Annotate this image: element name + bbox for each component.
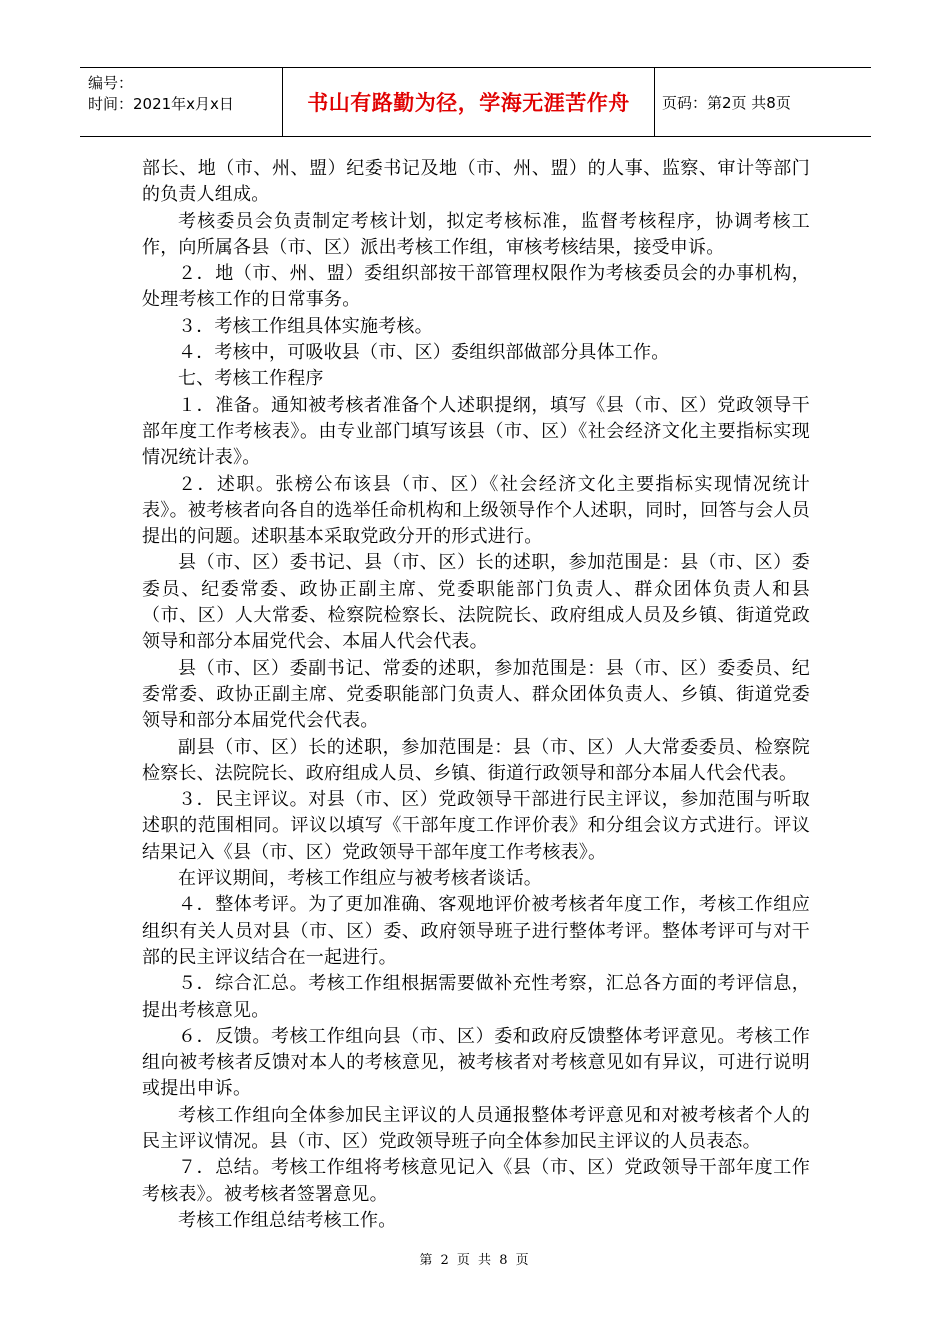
header-meta — [80, 68, 283, 136]
header-motto-cell — [283, 68, 655, 136]
paragraph: 县（市、区）委副书记、常委的述职，参加范围是：县（市、区）委委员、纪委常委、政协正副主席、党委职能部门负责人、群众团体负责人、乡镇、街道党委领导和部分本届党代会代表。 — [142, 657, 810, 732]
paragraph: ７．总结。考核工作组将考核意见记入《县（市、区）党政领导干部年度工作考核表》。被考核者签署意见。 — [142, 1157, 810, 1205]
page-header — [80, 67, 871, 137]
paragraph: １．准备。通知被考核者准备个人述职提纲，填写《县（市、区）党政领导干部年度工作考核表》。由专业部门填写该县（市、区）《社会经济文化主要指标实现情况统计表》。 — [142, 394, 810, 469]
paragraph: ６．反馈。考核工作组向县（市、区）委和政府反馈整体考评意见。考核工作组向被考核者反馈对本人的考核意见，被考核者对考核意见如有异议，可进行说明或提出申诉。 — [142, 1025, 810, 1100]
page-footer: 第 2 页 共 8 页 — [419, 1253, 531, 1268]
paragraph: ５．综合汇总。考核工作组根据需要做补充性考察，汇总各方面的考评信息，提出考核意见。 — [142, 973, 810, 1021]
paragraph: 县（市、区）委书记、县（市、区）长的述职，参加范围是：县（市、区）委委员、纪委常委、政协正副主席、党委职能部门负责人、群众团体负责人和县（市、区）人大常委、检察院检察长、法院院长、政府组成人员及乡镇、街道党政领导和部分本届党代会、本届人代会代表。 — [142, 552, 810, 653]
paragraph: ４．整体考评。为了更加准确、客观地评价被考核者年度工作，考核工作组应组织有关人员对县（市、区）委、政府领导班子进行整体考评。整体考评可与对干部的民主评议结合在一起进行。 — [142, 894, 810, 968]
header-motto: 书山有路勤为径，学海无涯苦作舟 — [307, 91, 630, 115]
paragraph: ２．地（市、州、盟）委组织部按干部管理权限作为考核委员会的办事机构，处理考核工作的日常事务。 — [142, 263, 810, 311]
paragraph: 考核工作组总结考核工作。 — [178, 1209, 397, 1231]
paragraph: ４．考核中，可吸收县（市、区）委组织部做部分具体工作。 — [178, 342, 670, 364]
paragraph: ３．民主评议。对县（市、区）党政领导干部进行民主评议，参加范围与听取述职的范围相同。评议以填写《干部年度工作评价表》和分组会议方式进行。评议结果记入《县（市、区）党政领导干部年度工作考核表》。 — [142, 789, 810, 863]
paragraph: 考核工作组向全体参加民主评议的人员通报整体考评意见和对被考核者个人的民主评议情况。县（市、区）党政领导班子向全体参加民主评议的人员表态。 — [142, 1104, 810, 1152]
document-time-label: 时间：2021年x月x日 — [88, 95, 234, 113]
document-number-label: 编号： — [88, 74, 134, 92]
paragraph: ２．述职。张榜公布该县（市、区）《社会经济文化主要指标实现情况统计表》。被考核者向各自的选举任命机构和上级领导作个人述职，同时，回答与会人员提出的问题。述职基本采取党政分开的形式进行。 — [142, 473, 810, 548]
section-heading: 七、考核工作程序 — [178, 368, 324, 390]
document-body — [142, 156, 810, 1234]
paragraph: 部长、地（市、州、盟）纪委书记及地（市、州、盟）的人事、监察、审计等部门的负责人组成。 — [142, 158, 810, 206]
paragraph: ３．考核工作组具体实施考核。 — [178, 315, 433, 337]
paragraph: 在评议期间，考核工作组应与被考核者谈话。 — [178, 868, 542, 890]
paragraph: 副县（市、区）长的述职，参加范围是：县（市、区）人大常委委员、检察院检察长、法院院长、政府组成人员、乡镇、街道行政领导和部分本届人代会代表。 — [142, 736, 810, 784]
header-page-info: 页码：第2页 共8页 — [662, 93, 791, 112]
paragraph: 考核委员会负责制定考核计划，拟定考核标准，监督考核程序，协调考核工作，向所属各县（市、区）派出考核工作组，审核考核结果，接受申诉。 — [142, 210, 810, 258]
